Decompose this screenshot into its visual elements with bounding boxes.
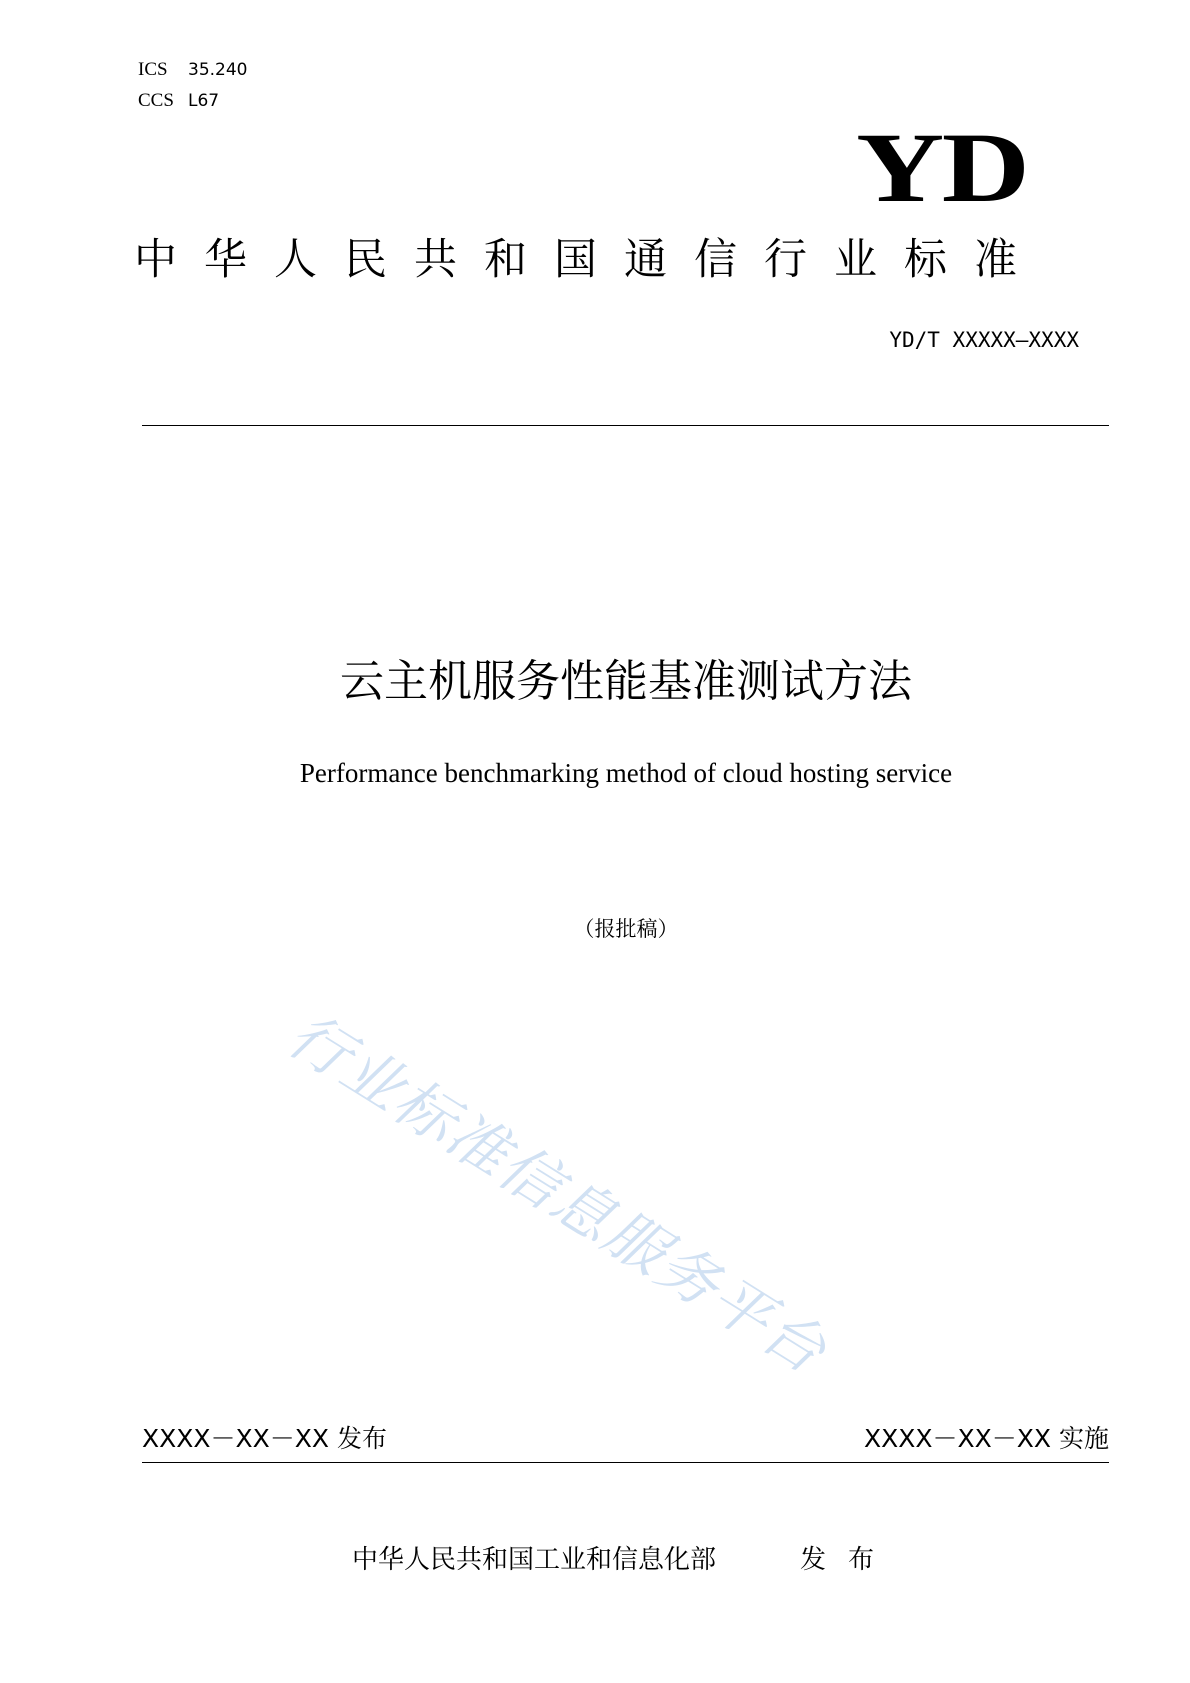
issuing-authority: 中华人民共和国工业和信息化部 bbox=[352, 1545, 717, 1575]
issue-label: 发布 bbox=[800, 1545, 897, 1575]
ccs-label: CCS bbox=[138, 90, 174, 111]
implement-date: XXXX－XX－XX 实施 bbox=[864, 1424, 1109, 1453]
top-divider bbox=[142, 425, 1109, 426]
yd-logo: YD bbox=[855, 112, 1027, 223]
publish-date: XXXX－XX－XX 发布 bbox=[142, 1424, 387, 1453]
ccs-classification bbox=[138, 89, 219, 113]
draft-status: （报批稿） bbox=[573, 917, 679, 941]
ccs-value: L67 bbox=[188, 91, 220, 111]
ics-value: 35.240 bbox=[188, 60, 248, 80]
ics-label: ICS bbox=[138, 59, 168, 80]
ics-classification bbox=[138, 58, 247, 82]
standard-number: YD/T XXXXX—XXXX bbox=[889, 328, 1079, 352]
document-title-cn: 云主机服务性能基准测试方法 bbox=[340, 656, 912, 707]
standard-category-title: 中华人民共和国通信行业标准 bbox=[134, 235, 1044, 285]
watermark: 行业标准信息服务平台 bbox=[275, 1000, 839, 1388]
bottom-divider bbox=[142, 1462, 1109, 1463]
document-title-en: Performance benchmarking method of cloud hosting service bbox=[299, 758, 953, 788]
